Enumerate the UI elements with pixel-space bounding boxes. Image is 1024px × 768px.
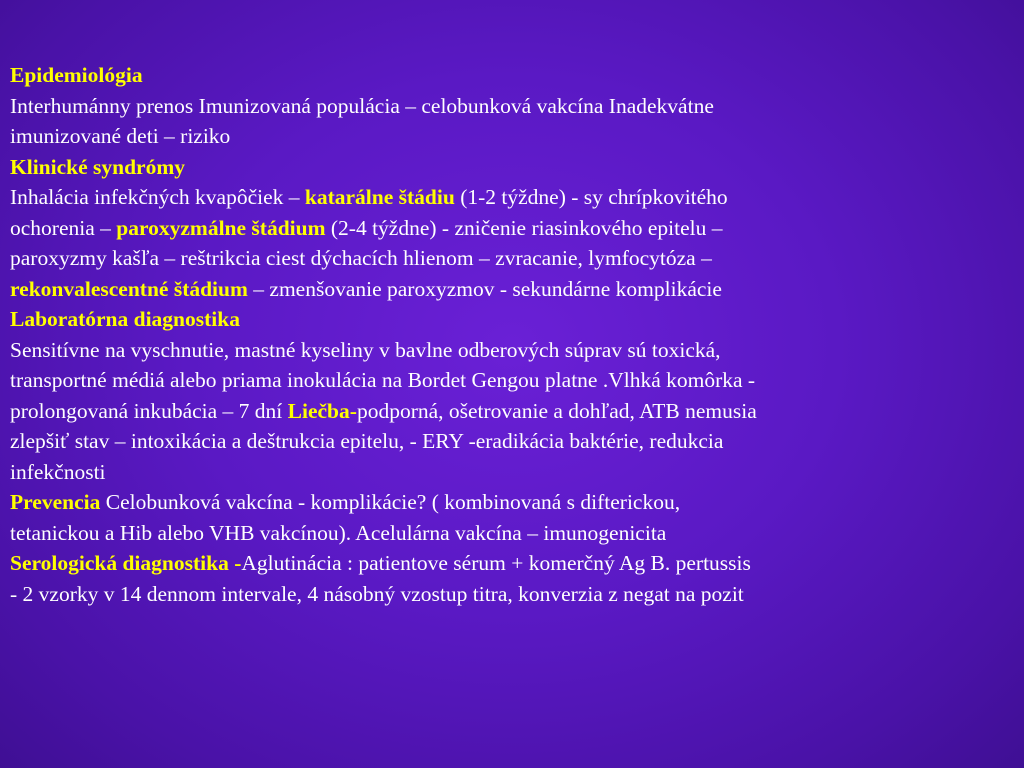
lab-line-3-text-a: prolongovaná inkubácia – 7 dní	[10, 398, 288, 423]
keyword-convalescent-stage: rekonvalescentné štádium	[10, 276, 248, 301]
lab-line-5: infekčnosti	[10, 459, 106, 484]
clinical-line-4	[10, 274, 1014, 305]
prevention-line-1	[10, 487, 1014, 518]
lab-line-3	[10, 396, 1014, 427]
keyword-paroxysmal-stage: paroxyzmálne štádium	[116, 215, 326, 240]
clinical-line-4-text: – zmenšovanie paroxyzmov - sekundárne komplikácie	[247, 276, 722, 301]
clinical-line-1-text-a: Inhalácia infekčných kvapôčiek –	[10, 185, 305, 209]
clinical-line-2-text-b: (2-4 týždne) - zničenie riasinkového epitelu –	[325, 215, 723, 240]
lab-line-3-text-b: podporná, ošetrovanie a dohľad, ATB nemusia	[356, 398, 757, 423]
slide-body	[10, 60, 1014, 609]
clinical-line-1-text-b: (1-2 týždne) - sy chrípkovitého	[454, 185, 728, 209]
heading-lab-diagnostics: Laboratórna diagnostika	[10, 307, 240, 331]
clinical-line-2-text-a: ochorenia –	[10, 215, 117, 240]
epidemiology-line-2: imunizované deti – riziko	[10, 124, 231, 148]
prevention-line-1-text: Celobunková vakcína - komplikácie? ( kombinovaná s difterickou,	[100, 490, 681, 514]
heading-prevention: Prevencia	[10, 490, 101, 514]
heading-epidemiology: Epidemiológia	[10, 63, 143, 87]
serology-line-1	[10, 548, 1014, 579]
lab-line-4: zlepšiť stav – intoxikácia a deštrukcia epitelu, - ERY -eradikácia baktérie, redukcia	[10, 429, 724, 453]
prevention-line-2: tetanickou a Hib alebo VHB vakcínou). Acelulárna vakcína – imunogenicita	[10, 520, 667, 545]
lab-line-2: transportné médiá alebo priama inokulácia na Bordet Gengou platne .Vlhká komôrka -	[10, 368, 756, 392]
epidemiology-line-1: Interhumánny prenos Imunizovaná populácia – celobunková vakcína Inadekvátne	[10, 93, 714, 118]
clinical-line-1	[10, 182, 1014, 213]
clinical-line-3: paroxyzmy kašľa – reštrikcia ciest dýchacích hlienom – zvracanie, lymfocytóza –	[10, 246, 712, 270]
serology-line-2: - 2 vzorky v 14 dennom intervale, 4 násobný vzostup titra, konverzia z negat na pozit	[10, 581, 744, 606]
keyword-catarrhal-stage: katarálne štádiu	[304, 185, 455, 209]
lab-line-1: Sensitívne na vyschnutie, mastné kyseliny v bavlne odberových súprav sú toxická,	[10, 337, 721, 362]
keyword-treatment: Liečba-	[287, 398, 357, 423]
heading-clinical-syndromes: Klinické syndrómy	[10, 154, 186, 179]
clinical-line-2	[10, 213, 1014, 244]
heading-serology: Serologická diagnostika -	[10, 551, 242, 575]
serology-line-1-text: Aglutinácia : patientove sérum + komerčný Ag B. pertussis	[241, 551, 751, 575]
